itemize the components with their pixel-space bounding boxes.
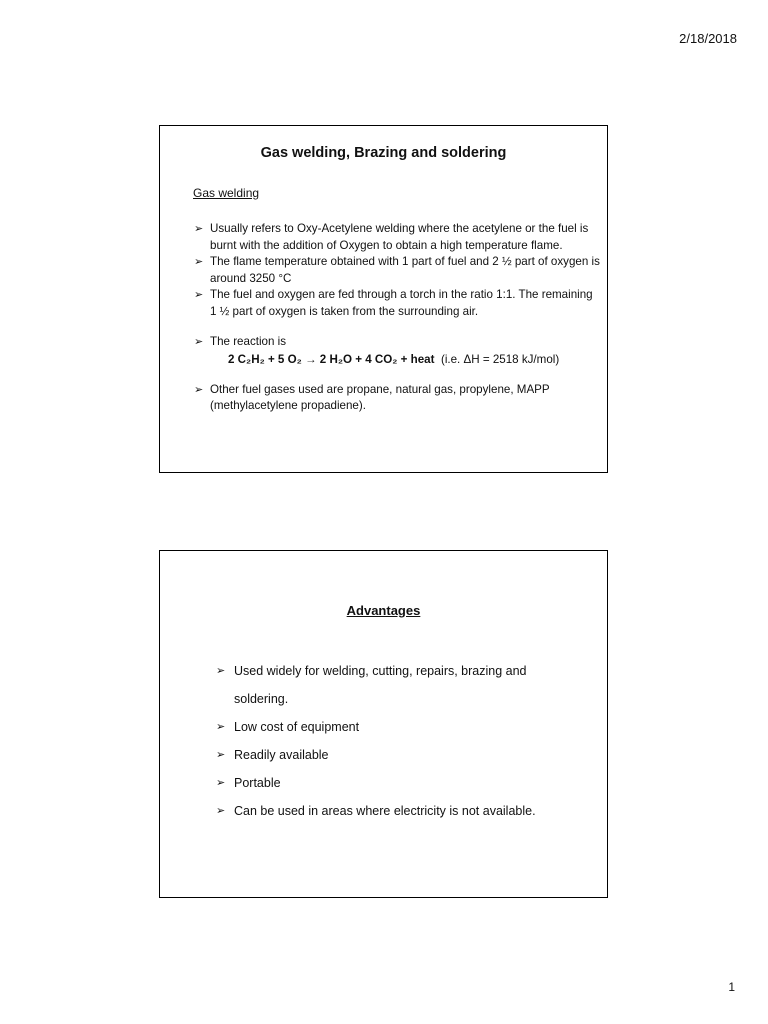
equation-text: 2 C₂H₂ + 5 O₂ → 2 H₂O + 4 CO₂ + heat [228, 352, 435, 366]
arrowhead-bullet-icon: ➢ [194, 289, 204, 301]
arrowhead-bullet-icon: ➢ [194, 336, 204, 348]
list-item [194, 221, 602, 254]
list-item-text: Other fuel gases used are propane, natural gas, propylene, MAPP (methylacetylene propadiene). [210, 382, 550, 412]
list-item-text: Usually refers to Oxy-Acetylene welding where the acetylene or the fuel is burnt with the addition of Oxygen to obtain a high temperature flame. [210, 222, 589, 252]
slide-advantages [159, 550, 608, 898]
slide-title: Advantages [346, 603, 421, 618]
slide-gas-welding [159, 125, 608, 473]
section-heading: Gas welding [193, 186, 260, 200]
list-item [216, 769, 566, 797]
arrowhead-bullet-icon: ➢ [194, 256, 204, 268]
page-number: 1 [728, 980, 735, 994]
arrowhead-bullet-icon: ➢ [216, 749, 226, 761]
list-item-text: Readily available [234, 748, 329, 762]
list-item [194, 254, 602, 287]
list-item-text: Can be used in areas where electricity is not available. [234, 804, 536, 818]
list-item-text: Portable [234, 776, 281, 790]
enthalpy-text: (i.e. ΔH = 2518 kJ/mol) [440, 352, 560, 366]
arrowhead-bullet-icon: ➢ [216, 777, 226, 789]
list-item-text: The fuel and oxygen are fed through a torch in the ratio 1:1. The remaining 1 ½ part of oxygen is taken from the surrounding air. [210, 288, 593, 318]
list-item [194, 334, 602, 351]
bullet-list [216, 657, 566, 825]
bullet-list [194, 221, 602, 415]
arrowhead-bullet-icon: ➢ [216, 721, 226, 733]
reaction-equation [194, 351, 602, 368]
list-item [216, 657, 566, 713]
slide-title: Gas welding, Brazing and soldering [260, 145, 507, 161]
list-item [194, 287, 602, 320]
document-date: 2/18/2018 [679, 31, 737, 46]
arrowhead-bullet-icon: ➢ [194, 383, 204, 396]
list-item [216, 741, 566, 769]
arrowhead-bullet-icon: ➢ [216, 805, 226, 817]
list-item-text: The flame temperature obtained with 1 part of fuel and 2 ½ part of oxygen is around 3250 °C [210, 255, 600, 285]
list-item [194, 382, 602, 415]
arrowhead-bullet-icon: ➢ [216, 665, 226, 677]
list-item-text: The reaction is [210, 335, 287, 348]
list-item-text: Used widely for welding, cutting, repairs, brazing and soldering. [234, 664, 527, 706]
list-item [216, 797, 566, 825]
arrowhead-bullet-icon: ➢ [194, 223, 204, 235]
list-item [216, 713, 566, 741]
list-item-text: Low cost of equipment [234, 720, 360, 734]
